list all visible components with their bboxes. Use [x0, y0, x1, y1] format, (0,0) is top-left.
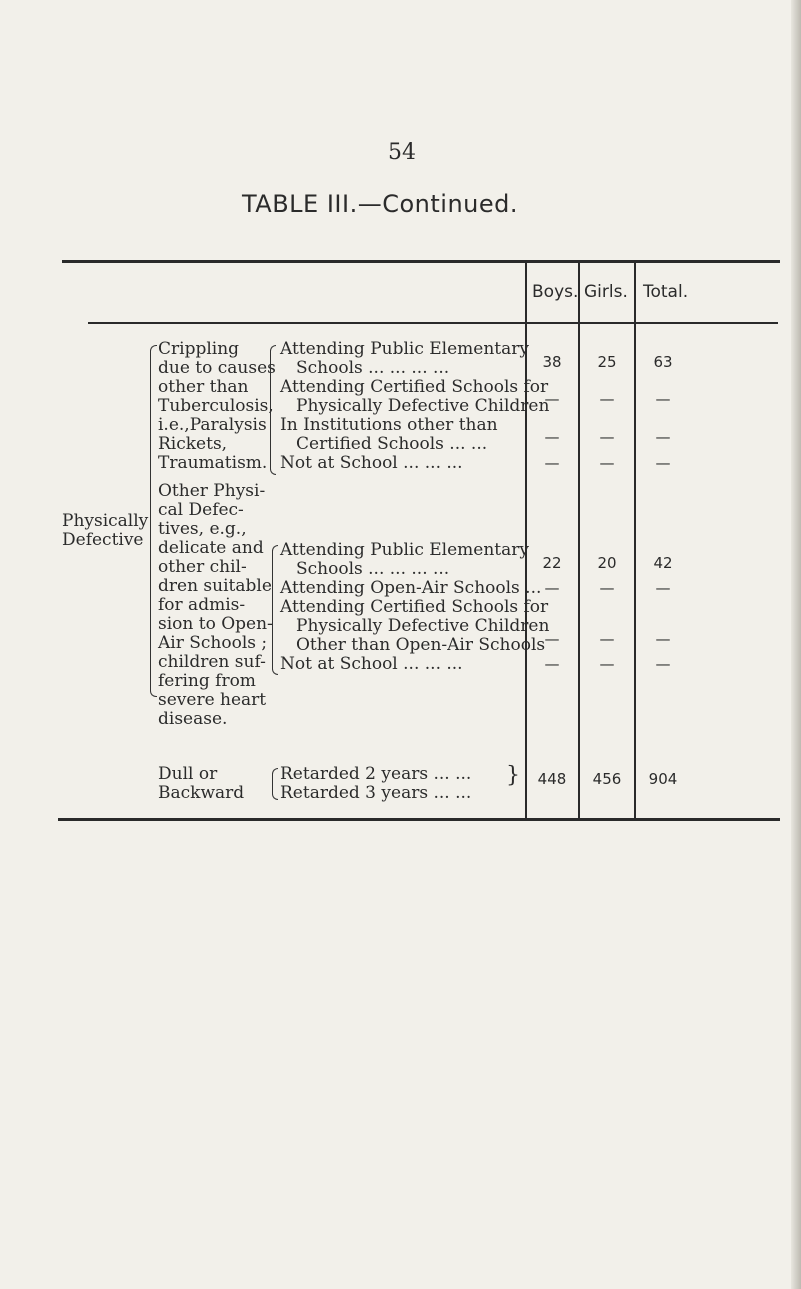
- other-label-line: dren suitable: [158, 576, 272, 596]
- crippling-label-line: Tuberculosis,: [158, 396, 274, 416]
- girls-value: 20: [597, 554, 617, 572]
- other-row-text: Attending Certified Schools for: [280, 597, 549, 617]
- total-value: 63: [653, 353, 673, 371]
- other-row-text: Other than Open-Air Schools: [296, 635, 546, 655]
- other-label-line: tives, e.g.,: [158, 519, 247, 539]
- girls-value: —: [599, 579, 615, 597]
- crippling-row-text: Attending Public Elementary: [280, 339, 530, 359]
- girls-value: —: [599, 390, 615, 408]
- girls-value: 25: [597, 353, 617, 371]
- other-row-text: Schools ... ... ... ...: [296, 559, 450, 579]
- boys-value: 448: [537, 770, 567, 788]
- header-rule: [88, 322, 778, 324]
- total-value: —: [655, 454, 671, 472]
- boys-value: —: [544, 390, 560, 408]
- crippling-label-line: Crippling: [158, 339, 240, 359]
- crippling-row-text: Attending Certified Schools for: [280, 377, 549, 397]
- dull-row-text: Retarded 2 years ... ...: [280, 764, 472, 784]
- other-label-line: fering from: [158, 671, 256, 691]
- column-header-total: Total.: [643, 282, 689, 302]
- crippling-row-text: Not at School ... ... ...: [280, 453, 463, 473]
- boys-value: 38: [542, 353, 562, 371]
- table-title: TABLE III.—Continued.: [242, 190, 518, 218]
- other-label-line: sion to Open-: [158, 614, 273, 634]
- boys-value: —: [544, 454, 560, 472]
- crippling-label-line: other than: [158, 377, 249, 397]
- total-value: —: [655, 630, 671, 648]
- column-rule-2: [578, 262, 580, 818]
- total-value: 42: [653, 554, 673, 572]
- other-label-line: for admis-: [158, 595, 246, 615]
- group-label-line: Physically: [62, 511, 149, 531]
- crippling-row-text: Physically Defective Children: [296, 396, 550, 416]
- girls-value: —: [599, 655, 615, 673]
- crippling-row-text: Schools ... ... ... ...: [296, 358, 450, 378]
- total-value: —: [655, 655, 671, 673]
- other-row-text: Attending Public Elementary: [280, 540, 530, 560]
- crippling-label-line: due to causes: [158, 358, 276, 378]
- crippling-row-text: Certified Schools ... ...: [296, 434, 488, 454]
- total-value: —: [655, 390, 671, 408]
- dull-label-line: Dull or: [158, 764, 218, 784]
- page-edge-shadow: [791, 0, 801, 1289]
- other-label-line: Air Schools ;: [158, 633, 268, 653]
- total-value: —: [655, 428, 671, 446]
- other-label-line: cal Defec-: [158, 500, 244, 520]
- total-value: 904: [648, 770, 678, 788]
- boys-value: —: [544, 630, 560, 648]
- dull-brace: [272, 768, 278, 800]
- other-label-line: Other Physi-: [158, 481, 266, 501]
- other-row-text: Not at School ... ... ...: [280, 654, 463, 674]
- dull-row-text: Retarded 3 years ... ...: [280, 783, 472, 803]
- other-label-line: other chil-: [158, 557, 247, 577]
- top-rule: [62, 260, 780, 263]
- other-label-line: disease.: [158, 709, 228, 729]
- girls-value: —: [599, 428, 615, 446]
- boys-value: —: [544, 428, 560, 446]
- boys-value: —: [544, 579, 560, 597]
- girls-value: —: [599, 454, 615, 472]
- other-label-line: severe heart: [158, 690, 267, 710]
- crippling-row-text: In Institutions other than: [280, 415, 498, 435]
- boys-value: —: [544, 655, 560, 673]
- dull-label-line: Backward: [158, 783, 245, 803]
- total-value: —: [655, 579, 671, 597]
- page-number: 54: [388, 140, 416, 165]
- girls-value: —: [599, 630, 615, 648]
- crippling-brace: [270, 345, 276, 475]
- column-header-girls: Girls.: [584, 282, 628, 302]
- other-row-text: Physically Defective Children: [296, 616, 550, 636]
- bottom-rule: [58, 818, 780, 821]
- other-row-text: Attending Open-Air Schools ...: [280, 578, 542, 598]
- column-header-boys: Boys.: [532, 282, 579, 302]
- crippling-label-line: Rickets,: [158, 434, 228, 454]
- girls-value: 456: [592, 770, 622, 788]
- other-brace: [272, 545, 278, 675]
- dull-closing-brace: }: [506, 763, 520, 788]
- other-label-line: children suf-: [158, 652, 266, 672]
- group-brace: [150, 345, 157, 697]
- group-label-line: Defective: [62, 530, 144, 550]
- crippling-label-line: Traumatism.: [158, 453, 268, 473]
- other-label-line: delicate and: [158, 538, 264, 558]
- boys-value: 22: [542, 554, 562, 572]
- crippling-label-line: i.e.,Paralysis: [158, 415, 267, 435]
- column-rule-3: [634, 262, 636, 818]
